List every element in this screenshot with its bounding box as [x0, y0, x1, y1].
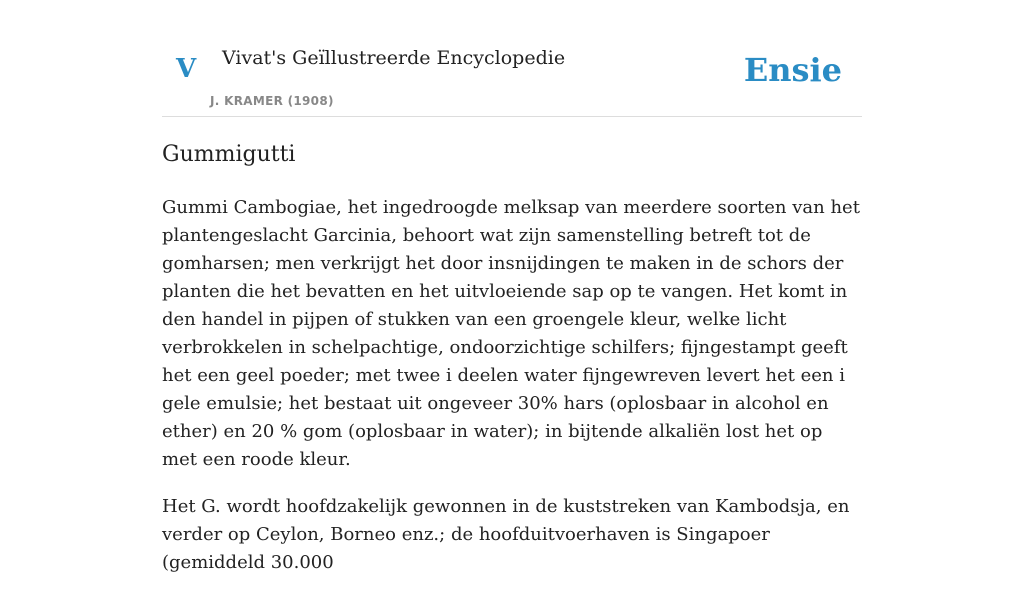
source-header	[162, 0, 862, 117]
article	[162, 138, 862, 596]
source-author: J. KRAMER (1908)	[210, 94, 334, 108]
article-paragraph: Gummi Cambogiae, het ingedroogde melksap van meerdere soorten van het plantengeslacht Garcinia, behoort wat zijn samenstelling betreft tot de gomharsen; men verkrijgt het door insnijdingen te maken in de schors der planten die het bevatten en het uitvloeiende sap op te vangen. Het komt in den handel in pijpen of stukken van een groengele kleur, welke licht verbrokkelen in schelpachtige, ondoorzichtige schilfers; fijngestampt geeft het een geel poeder; met twee i deelen water fijngewreven levert het een i gele emulsie; het bestaat uit ongeveer 30% hars (oplosbaar in alcohol en ether) en 20 % gom (oplosbaar in water); in bijtende alkaliën lost het op met een roode kleur.	[162, 197, 860, 470]
ensie-logo-link[interactable]: Ensie	[743, 51, 842, 89]
source-logo[interactable]: V	[176, 54, 197, 84]
source-title[interactable]: Vivat's Geïllustreerde Encyclopedie	[222, 47, 566, 69]
article-title: Gummigutti	[162, 142, 296, 167]
article-paragraph: Het G. wordt hoofdzakelijk gewonnen in de kuststreken van Kambodsja, en verder op Ceylon, Borneo enz.; de hoofduitvoerhaven is Singapoer (gemiddeld 30.000	[162, 496, 850, 573]
